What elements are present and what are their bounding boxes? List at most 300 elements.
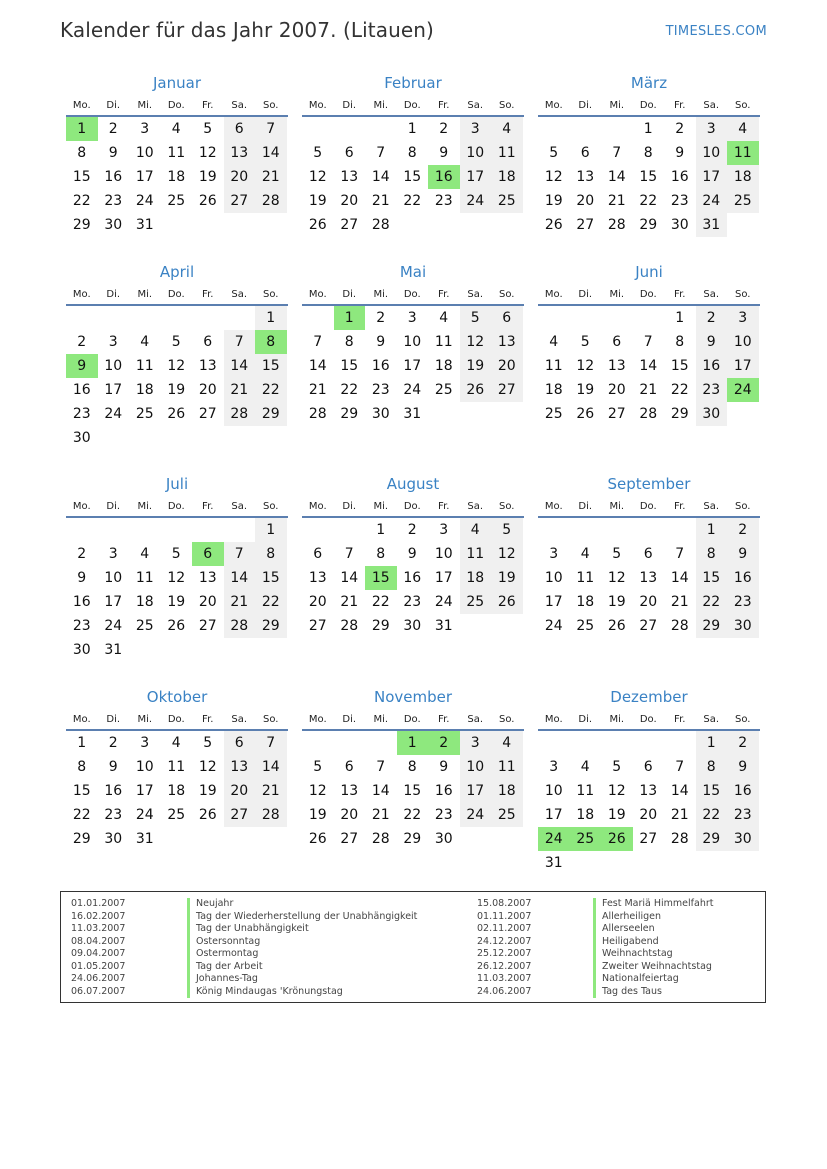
day[interactable]: 5	[171, 546, 181, 562]
day[interactable]: 1	[255, 306, 287, 330]
day[interactable]: 14	[224, 354, 256, 378]
day[interactable]: 29	[255, 402, 287, 426]
day[interactable]: 8	[77, 759, 87, 775]
day[interactable]: 28	[670, 618, 689, 634]
day[interactable]: 8	[376, 546, 386, 562]
day[interactable]: 19	[607, 807, 626, 823]
holiday-day[interactable]: 2	[428, 731, 460, 755]
day[interactable]: 10	[727, 330, 759, 354]
day[interactable]: 13	[639, 783, 658, 799]
day[interactable]: 29	[639, 217, 658, 233]
day[interactable]: 14	[340, 570, 359, 586]
day[interactable]: 9	[439, 759, 449, 775]
day[interactable]: 27	[491, 378, 523, 402]
day[interactable]: 10	[434, 546, 453, 562]
day[interactable]: 12	[198, 145, 217, 161]
day[interactable]: 6	[491, 306, 523, 330]
day[interactable]: 6	[224, 117, 256, 141]
day[interactable]: 27	[224, 189, 256, 213]
day[interactable]: 20	[576, 193, 595, 209]
day[interactable]: 28	[340, 618, 359, 634]
day[interactable]: 5	[203, 121, 213, 137]
day[interactable]: 26	[167, 406, 186, 422]
day[interactable]: 4	[491, 117, 523, 141]
day[interactable]: 22	[72, 807, 91, 823]
day[interactable]: 10	[544, 783, 563, 799]
day[interactable]: 17	[460, 165, 492, 189]
day[interactable]: 9	[675, 145, 685, 161]
day[interactable]: 29	[340, 406, 359, 422]
day[interactable]: 21	[670, 807, 689, 823]
day[interactable]: 30	[434, 831, 453, 847]
day[interactable]: 19	[167, 382, 186, 398]
day[interactable]: 12	[167, 570, 186, 586]
day[interactable]: 18	[576, 807, 595, 823]
day[interactable]: 12	[460, 330, 492, 354]
day[interactable]: 28	[371, 831, 390, 847]
day[interactable]: 24	[135, 807, 154, 823]
day[interactable]: 10	[104, 358, 123, 374]
holiday-day[interactable]: 6	[192, 542, 224, 566]
day[interactable]: 17	[135, 783, 154, 799]
day[interactable]: 23	[72, 618, 91, 634]
day[interactable]: 4	[580, 546, 590, 562]
day[interactable]: 15	[340, 358, 359, 374]
day[interactable]: 11	[460, 542, 492, 566]
day[interactable]: 1	[77, 735, 87, 751]
day[interactable]: 24	[135, 193, 154, 209]
day[interactable]: 4	[460, 518, 492, 542]
day[interactable]: 21	[670, 594, 689, 610]
day[interactable]: 23	[434, 807, 453, 823]
day[interactable]: 26	[491, 590, 523, 614]
day[interactable]: 5	[203, 735, 213, 751]
day[interactable]: 24	[403, 382, 422, 398]
day[interactable]: 22	[696, 590, 728, 614]
day[interactable]: 21	[371, 807, 390, 823]
day[interactable]: 18	[434, 358, 453, 374]
day[interactable]: 20	[639, 807, 658, 823]
day[interactable]: 17	[727, 354, 759, 378]
day[interactable]: 20	[491, 354, 523, 378]
day[interactable]: 30	[403, 618, 422, 634]
day[interactable]: 22	[72, 193, 91, 209]
day[interactable]: 2	[727, 731, 759, 755]
day[interactable]: 22	[371, 594, 390, 610]
holiday-day[interactable]: 1	[66, 117, 98, 141]
day[interactable]: 13	[224, 141, 256, 165]
day[interactable]: 5	[612, 546, 622, 562]
day[interactable]: 27	[340, 831, 359, 847]
day[interactable]: 13	[607, 358, 626, 374]
day[interactable]: 7	[255, 731, 287, 755]
day[interactable]: 28	[670, 831, 689, 847]
day[interactable]: 4	[171, 121, 181, 137]
day[interactable]: 18	[544, 382, 563, 398]
day[interactable]: 10	[460, 141, 492, 165]
day[interactable]: 5	[313, 759, 323, 775]
day[interactable]: 22	[670, 382, 689, 398]
day[interactable]: 17	[460, 779, 492, 803]
day[interactable]: 14	[670, 783, 689, 799]
day[interactable]: 14	[308, 358, 327, 374]
day[interactable]: 9	[727, 542, 759, 566]
day[interactable]: 5	[460, 306, 492, 330]
day[interactable]: 16	[727, 779, 759, 803]
day[interactable]: 14	[255, 141, 287, 165]
day[interactable]: 28	[224, 614, 256, 638]
day[interactable]: 20	[198, 382, 217, 398]
day[interactable]: 1	[696, 518, 728, 542]
day[interactable]: 14	[371, 783, 390, 799]
day[interactable]: 7	[376, 145, 386, 161]
day[interactable]: 5	[491, 518, 523, 542]
day[interactable]: 2	[675, 121, 685, 137]
day[interactable]: 31	[135, 217, 154, 233]
day[interactable]: 3	[140, 735, 150, 751]
day[interactable]: 22	[696, 803, 728, 827]
day[interactable]: 19	[460, 354, 492, 378]
holiday-day[interactable]: 24	[538, 827, 570, 851]
day[interactable]: 27	[576, 217, 595, 233]
day[interactable]: 29	[72, 831, 91, 847]
day[interactable]: 18	[576, 594, 595, 610]
day[interactable]: 9	[727, 755, 759, 779]
day[interactable]: 22	[340, 382, 359, 398]
day[interactable]: 3	[140, 121, 150, 137]
day[interactable]: 7	[376, 759, 386, 775]
day[interactable]: 21	[308, 382, 327, 398]
day[interactable]: 30	[696, 402, 728, 426]
day[interactable]: 9	[696, 330, 728, 354]
day[interactable]: 27	[639, 618, 658, 634]
day[interactable]: 28	[371, 217, 390, 233]
day[interactable]: 28	[607, 217, 626, 233]
holiday-day[interactable]: 16	[428, 165, 460, 189]
day[interactable]: 27	[607, 406, 626, 422]
day[interactable]: 16	[403, 570, 422, 586]
day[interactable]: 15	[255, 354, 287, 378]
day[interactable]: 13	[639, 570, 658, 586]
day[interactable]: 19	[308, 807, 327, 823]
day[interactable]: 3	[696, 117, 728, 141]
day[interactable]: 11	[167, 145, 186, 161]
day[interactable]: 23	[727, 590, 759, 614]
holiday-day[interactable]: 8	[255, 330, 287, 354]
day[interactable]: 27	[308, 618, 327, 634]
day[interactable]: 11	[167, 759, 186, 775]
day[interactable]: 13	[308, 570, 327, 586]
day[interactable]: 26	[308, 217, 327, 233]
day[interactable]: 2	[376, 310, 386, 326]
day[interactable]: 24	[696, 189, 728, 213]
day[interactable]: 12	[167, 358, 186, 374]
day[interactable]: 9	[439, 145, 449, 161]
day[interactable]: 27	[198, 406, 217, 422]
day[interactable]: 16	[727, 566, 759, 590]
day[interactable]: 7	[675, 759, 685, 775]
day[interactable]: 11	[491, 755, 523, 779]
day[interactable]: 18	[135, 594, 154, 610]
day[interactable]: 3	[727, 306, 759, 330]
day[interactable]: 4	[491, 731, 523, 755]
holiday-day[interactable]: 1	[334, 306, 366, 330]
day[interactable]: 19	[576, 382, 595, 398]
day[interactable]: 13	[340, 169, 359, 185]
day[interactable]: 16	[104, 169, 123, 185]
day[interactable]: 16	[434, 783, 453, 799]
day[interactable]: 15	[696, 566, 728, 590]
day[interactable]: 2	[108, 121, 118, 137]
day[interactable]: 11	[491, 141, 523, 165]
day[interactable]: 20	[224, 779, 256, 803]
day[interactable]: 21	[224, 590, 256, 614]
day[interactable]: 11	[576, 783, 595, 799]
day[interactable]: 1	[255, 518, 287, 542]
day[interactable]: 3	[439, 522, 449, 538]
day[interactable]: 15	[72, 783, 91, 799]
day[interactable]: 20	[308, 594, 327, 610]
day[interactable]: 9	[108, 759, 118, 775]
day[interactable]: 11	[544, 358, 563, 374]
day[interactable]: 10	[104, 570, 123, 586]
day[interactable]: 25	[460, 590, 492, 614]
day[interactable]: 23	[72, 406, 91, 422]
day[interactable]: 25	[576, 618, 595, 634]
day[interactable]: 2	[727, 518, 759, 542]
day[interactable]: 22	[403, 193, 422, 209]
day[interactable]: 6	[203, 334, 213, 350]
day[interactable]: 15	[403, 783, 422, 799]
day[interactable]: 7	[313, 334, 323, 350]
day[interactable]: 12	[198, 759, 217, 775]
day[interactable]: 16	[371, 358, 390, 374]
day[interactable]: 27	[198, 618, 217, 634]
day[interactable]: 2	[407, 522, 417, 538]
holiday-day[interactable]: 1	[397, 731, 429, 755]
day[interactable]: 1	[643, 121, 653, 137]
day[interactable]: 6	[580, 145, 590, 161]
day[interactable]: 20	[224, 165, 256, 189]
day[interactable]: 29	[72, 217, 91, 233]
day[interactable]: 25	[167, 807, 186, 823]
day[interactable]: 10	[135, 759, 154, 775]
holiday-day[interactable]: 9	[66, 354, 98, 378]
day[interactable]: 28	[639, 406, 658, 422]
day[interactable]: 13	[198, 570, 217, 586]
day[interactable]: 31	[104, 642, 123, 658]
day[interactable]: 20	[607, 382, 626, 398]
day[interactable]: 19	[607, 594, 626, 610]
day[interactable]: 26	[308, 831, 327, 847]
day[interactable]: 28	[255, 189, 287, 213]
day[interactable]: 11	[576, 570, 595, 586]
day[interactable]: 9	[376, 334, 386, 350]
day[interactable]: 19	[198, 783, 217, 799]
day[interactable]: 26	[198, 193, 217, 209]
day[interactable]: 25	[135, 618, 154, 634]
day[interactable]: 6	[224, 731, 256, 755]
day[interactable]: 4	[727, 117, 759, 141]
day[interactable]: 23	[670, 193, 689, 209]
day[interactable]: 21	[340, 594, 359, 610]
day[interactable]: 26	[576, 406, 595, 422]
day[interactable]: 29	[696, 827, 728, 851]
day[interactable]: 7	[224, 330, 256, 354]
day[interactable]: 21	[371, 193, 390, 209]
day[interactable]: 20	[340, 193, 359, 209]
day[interactable]: 11	[434, 334, 453, 350]
day[interactable]: 6	[643, 759, 653, 775]
day[interactable]: 28	[255, 803, 287, 827]
day[interactable]: 23	[371, 382, 390, 398]
day[interactable]: 4	[580, 759, 590, 775]
day[interactable]: 31	[403, 406, 422, 422]
day[interactable]: 28	[224, 402, 256, 426]
day[interactable]: 17	[434, 570, 453, 586]
day[interactable]: 30	[72, 642, 91, 658]
day[interactable]: 31	[434, 618, 453, 634]
day[interactable]: 5	[612, 759, 622, 775]
day[interactable]: 11	[135, 570, 154, 586]
holiday-day[interactable]: 15	[365, 566, 397, 590]
day[interactable]: 18	[491, 779, 523, 803]
day[interactable]: 25	[167, 193, 186, 209]
day[interactable]: 26	[198, 807, 217, 823]
day[interactable]: 8	[696, 542, 728, 566]
day[interactable]: 12	[308, 783, 327, 799]
day[interactable]: 8	[696, 755, 728, 779]
day[interactable]: 5	[580, 334, 590, 350]
day[interactable]: 9	[77, 570, 87, 586]
day[interactable]: 31	[696, 213, 728, 237]
day[interactable]: 24	[544, 618, 563, 634]
day[interactable]: 16	[72, 594, 91, 610]
day[interactable]: 28	[308, 406, 327, 422]
day[interactable]: 23	[104, 807, 123, 823]
day[interactable]: 30	[727, 614, 759, 638]
day[interactable]: 12	[576, 358, 595, 374]
day[interactable]: 10	[135, 145, 154, 161]
day[interactable]: 2	[108, 735, 118, 751]
day[interactable]: 26	[607, 618, 626, 634]
day[interactable]: 27	[340, 217, 359, 233]
day[interactable]: 21	[607, 193, 626, 209]
day[interactable]: 19	[198, 169, 217, 185]
day[interactable]: 21	[255, 165, 287, 189]
day[interactable]: 27	[639, 831, 658, 847]
day[interactable]: 16	[72, 382, 91, 398]
day[interactable]: 1	[407, 121, 417, 137]
day[interactable]: 22	[639, 193, 658, 209]
day[interactable]: 29	[371, 618, 390, 634]
day[interactable]: 4	[140, 334, 150, 350]
day[interactable]: 29	[255, 614, 287, 638]
day[interactable]: 8	[77, 145, 87, 161]
day[interactable]: 7	[612, 145, 622, 161]
day[interactable]: 29	[696, 614, 728, 638]
day[interactable]: 21	[255, 779, 287, 803]
day[interactable]: 6	[344, 145, 354, 161]
day[interactable]: 27	[224, 803, 256, 827]
day[interactable]: 30	[670, 217, 689, 233]
day[interactable]: 20	[198, 594, 217, 610]
day[interactable]: 19	[167, 594, 186, 610]
day[interactable]: 15	[72, 169, 91, 185]
day[interactable]: 10	[696, 141, 728, 165]
day[interactable]: 25	[544, 406, 563, 422]
day[interactable]: 13	[340, 783, 359, 799]
day[interactable]: 7	[224, 542, 256, 566]
day[interactable]: 5	[549, 145, 559, 161]
day[interactable]: 23	[696, 378, 728, 402]
day[interactable]: 9	[407, 546, 417, 562]
day[interactable]: 9	[108, 145, 118, 161]
day[interactable]: 26	[544, 217, 563, 233]
day[interactable]: 16	[696, 354, 728, 378]
day[interactable]: 25	[434, 382, 453, 398]
day[interactable]: 13	[198, 358, 217, 374]
day[interactable]: 17	[104, 382, 123, 398]
day[interactable]: 30	[727, 827, 759, 851]
day[interactable]: 7	[643, 334, 653, 350]
day[interactable]: 3	[549, 759, 559, 775]
day[interactable]: 13	[576, 169, 595, 185]
day[interactable]: 30	[104, 831, 123, 847]
day[interactable]: 7	[344, 546, 354, 562]
day[interactable]: 6	[643, 546, 653, 562]
day[interactable]: 18	[167, 169, 186, 185]
day[interactable]: 10	[544, 570, 563, 586]
day[interactable]: 1	[696, 731, 728, 755]
brand-logo[interactable]: TIMESLES.COM	[665, 24, 767, 39]
day[interactable]: 13	[224, 755, 256, 779]
day[interactable]: 26	[460, 378, 492, 402]
day[interactable]: 2	[696, 306, 728, 330]
day[interactable]: 15	[255, 566, 287, 590]
day[interactable]: 3	[460, 117, 492, 141]
day[interactable]: 8	[255, 542, 287, 566]
day[interactable]: 23	[403, 594, 422, 610]
day[interactable]: 8	[643, 145, 653, 161]
day[interactable]: 25	[727, 189, 759, 213]
day[interactable]: 3	[108, 334, 118, 350]
day[interactable]: 17	[104, 594, 123, 610]
day[interactable]: 3	[108, 546, 118, 562]
day[interactable]: 12	[491, 542, 523, 566]
day[interactable]: 21	[224, 378, 256, 402]
day[interactable]: 26	[167, 618, 186, 634]
day[interactable]: 6	[344, 759, 354, 775]
day[interactable]: 29	[670, 406, 689, 422]
holiday-day[interactable]: 24	[727, 378, 759, 402]
day[interactable]: 6	[612, 334, 622, 350]
day[interactable]: 14	[255, 755, 287, 779]
day[interactable]: 5	[313, 145, 323, 161]
day[interactable]: 31	[544, 855, 563, 871]
day[interactable]: 30	[371, 406, 390, 422]
day[interactable]: 7	[255, 117, 287, 141]
day[interactable]: 3	[549, 546, 559, 562]
day[interactable]: 16	[670, 169, 689, 185]
day[interactable]: 12	[308, 169, 327, 185]
day[interactable]: 12	[607, 783, 626, 799]
day[interactable]: 13	[491, 330, 523, 354]
day[interactable]: 19	[308, 193, 327, 209]
day[interactable]: 8	[344, 334, 354, 350]
day[interactable]: 22	[403, 807, 422, 823]
day[interactable]: 18	[460, 566, 492, 590]
